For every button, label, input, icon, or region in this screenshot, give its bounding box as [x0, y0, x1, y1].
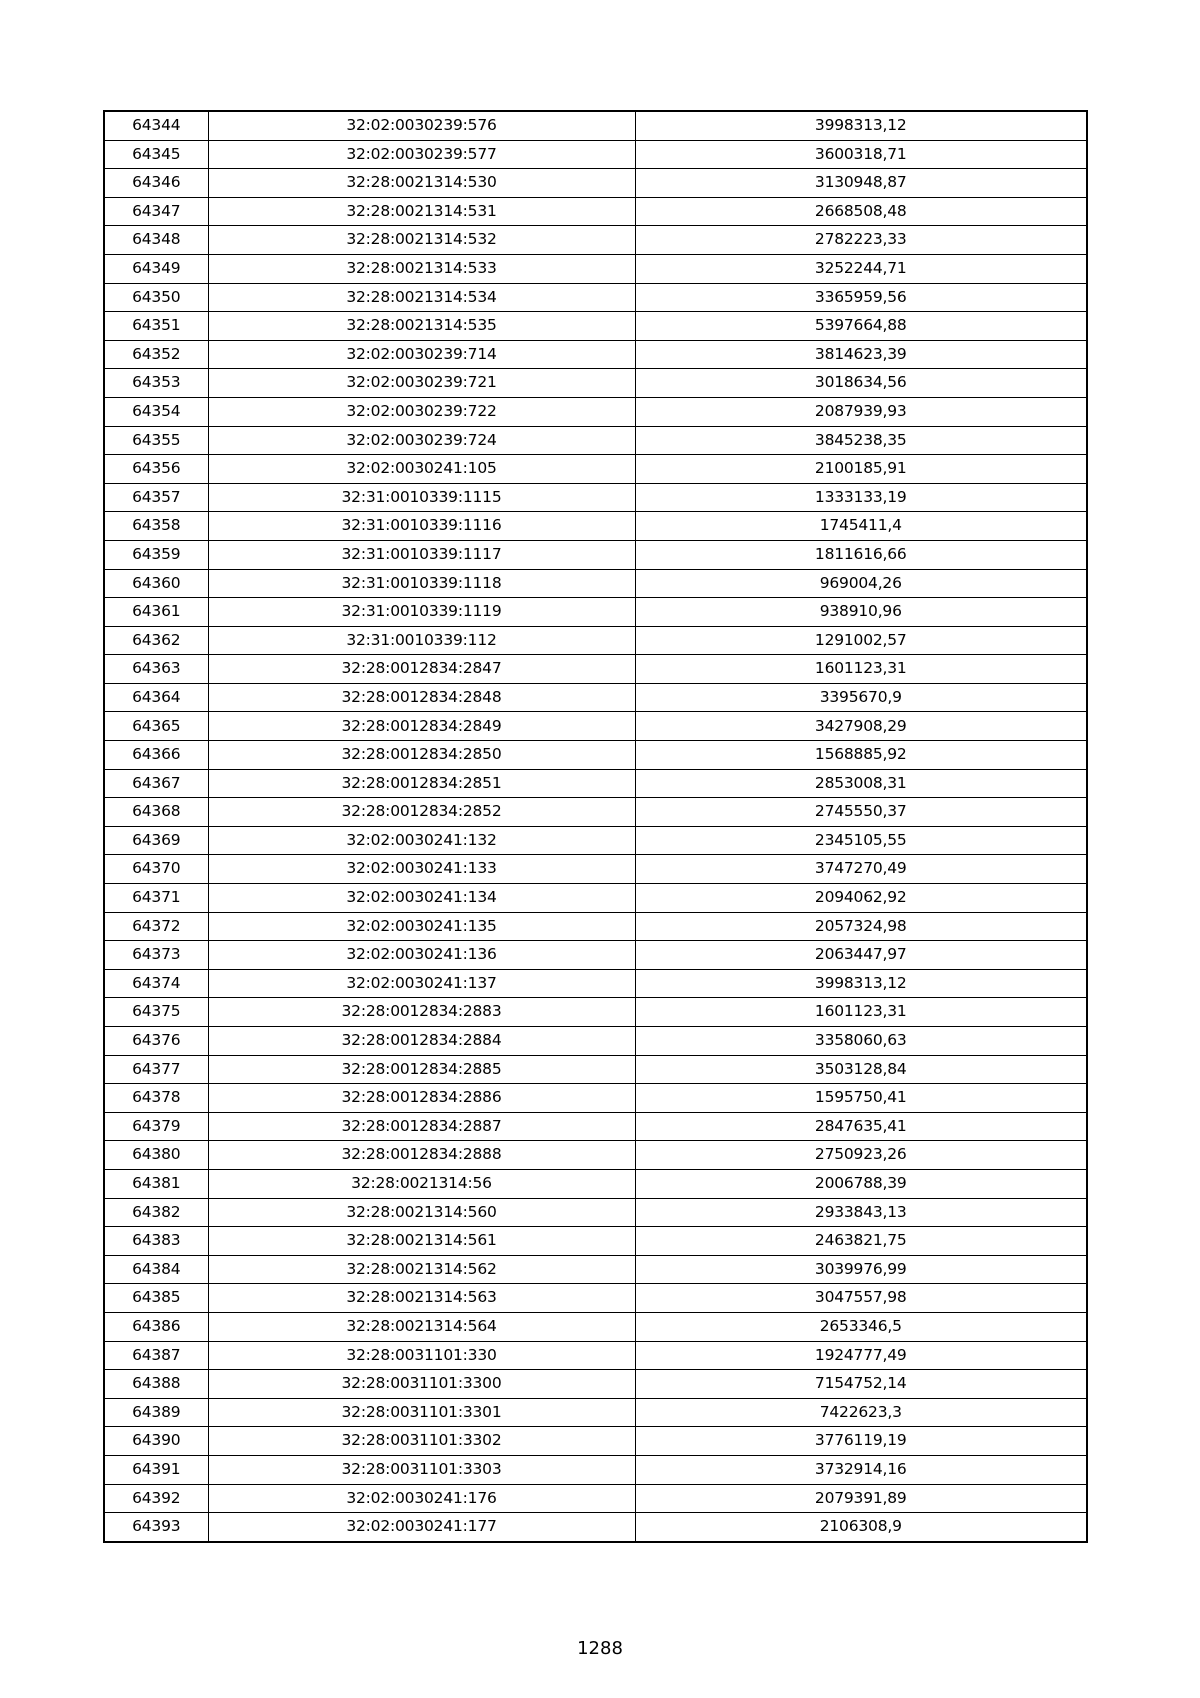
row-number-cell: 64357 — [104, 483, 208, 512]
table-row — [104, 655, 1087, 684]
cadastral-number-cell: 32:28:0021314:535 — [208, 312, 635, 341]
cadastral-number-cell: 32:02:0030241:134 — [208, 884, 635, 913]
row-number-cell: 64356 — [104, 455, 208, 484]
row-number-cell: 64358 — [104, 512, 208, 541]
row-number-cell: 64393 — [104, 1513, 208, 1542]
cadastral-number-cell: 32:02:0030241:105 — [208, 455, 635, 484]
row-number-cell: 64364 — [104, 683, 208, 712]
table-row — [104, 369, 1087, 398]
row-number-cell: 64353 — [104, 369, 208, 398]
cadastral-number-cell: 32:28:0012834:2847 — [208, 655, 635, 684]
table-row — [104, 1227, 1087, 1256]
cadastral-number-cell: 32:28:0031101:3301 — [208, 1398, 635, 1427]
row-number-cell: 64385 — [104, 1284, 208, 1313]
cadastral-value-cell: 938910,96 — [635, 598, 1087, 627]
row-number-cell: 64375 — [104, 998, 208, 1027]
cadastral-value-cell: 2094062,92 — [635, 884, 1087, 913]
row-number-cell: 64389 — [104, 1398, 208, 1427]
row-number-cell: 64367 — [104, 769, 208, 798]
cadastral-number-cell: 32:02:0030239:577 — [208, 140, 635, 169]
cadastral-value-cell: 3600318,71 — [635, 140, 1087, 169]
cadastral-number-cell: 32:28:0021314:56 — [208, 1169, 635, 1198]
row-number-cell: 64373 — [104, 941, 208, 970]
cadastral-number-cell: 32:02:0030239:714 — [208, 340, 635, 369]
table-row — [104, 941, 1087, 970]
cadastral-number-cell: 32:28:0021314:532 — [208, 226, 635, 255]
cadastral-value-cell: 2006788,39 — [635, 1169, 1087, 1198]
row-number-cell: 64378 — [104, 1084, 208, 1113]
row-number-cell: 64384 — [104, 1255, 208, 1284]
cadastral-number-cell: 32:28:0012834:2885 — [208, 1055, 635, 1084]
cadastral-number-cell: 32:28:0012834:2888 — [208, 1141, 635, 1170]
cadastral-number-cell: 32:02:0030241:132 — [208, 826, 635, 855]
table-row — [104, 998, 1087, 1027]
cadastral-number-cell: 32:31:0010339:112 — [208, 626, 635, 655]
row-number-cell: 64368 — [104, 798, 208, 827]
cadastral-value-cell: 3503128,84 — [635, 1055, 1087, 1084]
row-number-cell: 64380 — [104, 1141, 208, 1170]
cadastral-value-cell: 3395670,9 — [635, 683, 1087, 712]
cadastral-value-cell: 7154752,14 — [635, 1370, 1087, 1399]
table-row — [104, 283, 1087, 312]
cadastral-value-cell: 3776119,19 — [635, 1427, 1087, 1456]
row-number-cell: 64382 — [104, 1198, 208, 1227]
row-number-cell: 64362 — [104, 626, 208, 655]
cadastral-number-cell: 32:28:0012834:2851 — [208, 769, 635, 798]
cadastral-number-cell: 32:02:0030241:137 — [208, 969, 635, 998]
table-row — [104, 111, 1087, 140]
cadastral-number-cell: 32:28:0012834:2850 — [208, 741, 635, 770]
cadastral-value-cell: 5397664,88 — [635, 312, 1087, 341]
row-number-cell: 64352 — [104, 340, 208, 369]
row-number-cell: 64365 — [104, 712, 208, 741]
cadastral-number-cell: 32:28:0021314:560 — [208, 1198, 635, 1227]
row-number-cell: 64360 — [104, 569, 208, 598]
cadastral-value-cell: 3047557,98 — [635, 1284, 1087, 1313]
cadastral-number-cell: 32:28:0021314:564 — [208, 1312, 635, 1341]
cadastral-value-cell: 2345105,55 — [635, 826, 1087, 855]
cadastral-value-cell: 2063447,97 — [635, 941, 1087, 970]
table-row — [104, 1427, 1087, 1456]
cadastral-value-table — [103, 110, 1088, 1543]
cadastral-value-cell: 3365959,56 — [635, 283, 1087, 312]
row-number-cell: 64371 — [104, 884, 208, 913]
table-row — [104, 169, 1087, 198]
table-row — [104, 197, 1087, 226]
table-body — [104, 111, 1087, 1542]
table-row — [104, 1341, 1087, 1370]
table-row — [104, 884, 1087, 913]
table-row — [104, 1513, 1087, 1542]
cadastral-value-cell: 2087939,93 — [635, 397, 1087, 426]
cadastral-value-cell: 2106308,9 — [635, 1513, 1087, 1542]
cadastral-value-cell: 2100185,91 — [635, 455, 1087, 484]
cadastral-value-cell: 1601123,31 — [635, 998, 1087, 1027]
table-row — [104, 1284, 1087, 1313]
table-row — [104, 312, 1087, 341]
cadastral-number-cell: 32:31:0010339:1116 — [208, 512, 635, 541]
cadastral-number-cell: 32:28:0031101:3303 — [208, 1455, 635, 1484]
row-number-cell: 64354 — [104, 397, 208, 426]
row-number-cell: 64391 — [104, 1455, 208, 1484]
table-row — [104, 226, 1087, 255]
row-number-cell: 64347 — [104, 197, 208, 226]
row-number-cell: 64355 — [104, 426, 208, 455]
cadastral-number-cell: 32:28:0012834:2849 — [208, 712, 635, 741]
table-row — [104, 1055, 1087, 1084]
cadastral-value-cell: 2745550,37 — [635, 798, 1087, 827]
cadastral-number-cell: 32:02:0030241:177 — [208, 1513, 635, 1542]
table-row — [104, 626, 1087, 655]
cadastral-number-cell: 32:02:0030239:576 — [208, 111, 635, 140]
row-number-cell: 64383 — [104, 1227, 208, 1256]
table-row — [104, 1198, 1087, 1227]
table-row — [104, 426, 1087, 455]
table-row — [104, 1112, 1087, 1141]
table-row — [104, 1027, 1087, 1056]
row-number-cell: 64372 — [104, 912, 208, 941]
cadastral-value-cell: 2668508,48 — [635, 197, 1087, 226]
cadastral-number-cell: 32:31:0010339:1119 — [208, 598, 635, 627]
cadastral-number-cell: 32:02:0030241:133 — [208, 855, 635, 884]
row-number-cell: 64349 — [104, 254, 208, 283]
table-row — [104, 1169, 1087, 1198]
cadastral-number-cell: 32:02:0030241:136 — [208, 941, 635, 970]
table-row — [104, 1141, 1087, 1170]
cadastral-number-cell: 32:28:0012834:2884 — [208, 1027, 635, 1056]
table-row — [104, 769, 1087, 798]
table-row — [104, 1312, 1087, 1341]
cadastral-value-cell: 1291002,57 — [635, 626, 1087, 655]
cadastral-number-cell: 32:28:0031101:3302 — [208, 1427, 635, 1456]
cadastral-number-cell: 32:28:0021314:530 — [208, 169, 635, 198]
cadastral-number-cell: 32:31:0010339:1117 — [208, 540, 635, 569]
cadastral-value-cell: 3814623,39 — [635, 340, 1087, 369]
table-row — [104, 1484, 1087, 1513]
row-number-cell: 64387 — [104, 1341, 208, 1370]
row-number-cell: 64345 — [104, 140, 208, 169]
cadastral-value-cell: 2750923,26 — [635, 1141, 1087, 1170]
cadastral-number-cell: 32:31:0010339:1115 — [208, 483, 635, 512]
cadastral-value-cell: 969004,26 — [635, 569, 1087, 598]
cadastral-number-cell: 32:02:0030239:722 — [208, 397, 635, 426]
row-number-cell: 64350 — [104, 283, 208, 312]
cadastral-number-cell: 32:02:0030239:724 — [208, 426, 635, 455]
table-row — [104, 598, 1087, 627]
cadastral-number-cell: 32:28:0031101:330 — [208, 1341, 635, 1370]
cadastral-value-cell: 3358060,63 — [635, 1027, 1087, 1056]
row-number-cell: 64370 — [104, 855, 208, 884]
row-number-cell: 64379 — [104, 1112, 208, 1141]
cadastral-value-cell: 2782223,33 — [635, 226, 1087, 255]
row-number-cell: 64390 — [104, 1427, 208, 1456]
table-row — [104, 1398, 1087, 1427]
row-number-cell: 64388 — [104, 1370, 208, 1399]
cadastral-number-cell: 32:28:0021314:562 — [208, 1255, 635, 1284]
cadastral-value-cell: 3018634,56 — [635, 369, 1087, 398]
cadastral-value-cell: 3732914,16 — [635, 1455, 1087, 1484]
cadastral-number-cell: 32:02:0030241:135 — [208, 912, 635, 941]
cadastral-value-cell: 1568885,92 — [635, 741, 1087, 770]
page-number: 1288 — [577, 1638, 623, 1659]
cadastral-number-cell: 32:02:0030239:721 — [208, 369, 635, 398]
cadastral-number-cell: 32:28:0021314:531 — [208, 197, 635, 226]
row-number-cell: 64361 — [104, 598, 208, 627]
table-row — [104, 712, 1087, 741]
cadastral-number-cell: 32:28:0012834:2848 — [208, 683, 635, 712]
table-row — [104, 340, 1087, 369]
table-row — [104, 683, 1087, 712]
cadastral-value-cell: 3039976,99 — [635, 1255, 1087, 1284]
cadastral-value-cell: 3427908,29 — [635, 712, 1087, 741]
row-number-cell: 64348 — [104, 226, 208, 255]
cadastral-value-cell: 2847635,41 — [635, 1112, 1087, 1141]
row-number-cell: 64366 — [104, 741, 208, 770]
cadastral-value-cell: 2933843,13 — [635, 1198, 1087, 1227]
table-row — [104, 1084, 1087, 1113]
table-row — [104, 798, 1087, 827]
cadastral-value-cell: 3998313,12 — [635, 969, 1087, 998]
table-row — [104, 1255, 1087, 1284]
row-number-cell: 64351 — [104, 312, 208, 341]
cadastral-value-cell: 3845238,35 — [635, 426, 1087, 455]
table-row — [104, 912, 1087, 941]
table-row — [104, 254, 1087, 283]
table-row — [104, 455, 1087, 484]
cadastral-number-cell: 32:28:0021314:534 — [208, 283, 635, 312]
row-number-cell: 64344 — [104, 111, 208, 140]
cadastral-number-cell: 32:28:0021314:561 — [208, 1227, 635, 1256]
table-row — [104, 1370, 1087, 1399]
row-number-cell: 64374 — [104, 969, 208, 998]
table-row — [104, 1455, 1087, 1484]
table-row — [104, 512, 1087, 541]
table-row — [104, 140, 1087, 169]
cadastral-value-cell: 1811616,66 — [635, 540, 1087, 569]
cadastral-value-cell: 2079391,89 — [635, 1484, 1087, 1513]
cadastral-value-cell: 2057324,98 — [635, 912, 1087, 941]
cadastral-number-cell: 32:28:0021314:563 — [208, 1284, 635, 1313]
cadastral-value-cell: 2463821,75 — [635, 1227, 1087, 1256]
table-row — [104, 826, 1087, 855]
table-row — [104, 969, 1087, 998]
table-row — [104, 569, 1087, 598]
cadastral-value-cell: 2653346,5 — [635, 1312, 1087, 1341]
cadastral-value-cell: 1924777,49 — [635, 1341, 1087, 1370]
row-number-cell: 64376 — [104, 1027, 208, 1056]
cadastral-number-cell: 32:28:0021314:533 — [208, 254, 635, 283]
cadastral-number-cell: 32:31:0010339:1118 — [208, 569, 635, 598]
row-number-cell: 64392 — [104, 1484, 208, 1513]
row-number-cell: 64369 — [104, 826, 208, 855]
cadastral-value-cell: 1333133,19 — [635, 483, 1087, 512]
cadastral-number-cell: 32:28:0012834:2887 — [208, 1112, 635, 1141]
cadastral-number-cell: 32:02:0030241:176 — [208, 1484, 635, 1513]
cadastral-number-cell: 32:28:0012834:2886 — [208, 1084, 635, 1113]
cadastral-number-cell: 32:28:0012834:2852 — [208, 798, 635, 827]
cadastral-value-cell: 3252244,71 — [635, 254, 1087, 283]
cadastral-value-cell: 3998313,12 — [635, 111, 1087, 140]
table-row — [104, 397, 1087, 426]
table-row — [104, 741, 1087, 770]
cadastral-value-cell: 2853008,31 — [635, 769, 1087, 798]
cadastral-value-cell: 3747270,49 — [635, 855, 1087, 884]
cadastral-value-cell: 7422623,3 — [635, 1398, 1087, 1427]
row-number-cell: 64377 — [104, 1055, 208, 1084]
row-number-cell: 64346 — [104, 169, 208, 198]
cadastral-value-cell: 3130948,87 — [635, 169, 1087, 198]
table-row — [104, 540, 1087, 569]
cadastral-value-cell: 1601123,31 — [635, 655, 1087, 684]
cadastral-number-cell: 32:28:0012834:2883 — [208, 998, 635, 1027]
table-row — [104, 855, 1087, 884]
row-number-cell: 64363 — [104, 655, 208, 684]
row-number-cell: 64359 — [104, 540, 208, 569]
row-number-cell: 64386 — [104, 1312, 208, 1341]
row-number-cell: 64381 — [104, 1169, 208, 1198]
cadastral-value-cell: 1595750,41 — [635, 1084, 1087, 1113]
table-row — [104, 483, 1087, 512]
cadastral-value-cell: 1745411,4 — [635, 512, 1087, 541]
cadastral-number-cell: 32:28:0031101:3300 — [208, 1370, 635, 1399]
